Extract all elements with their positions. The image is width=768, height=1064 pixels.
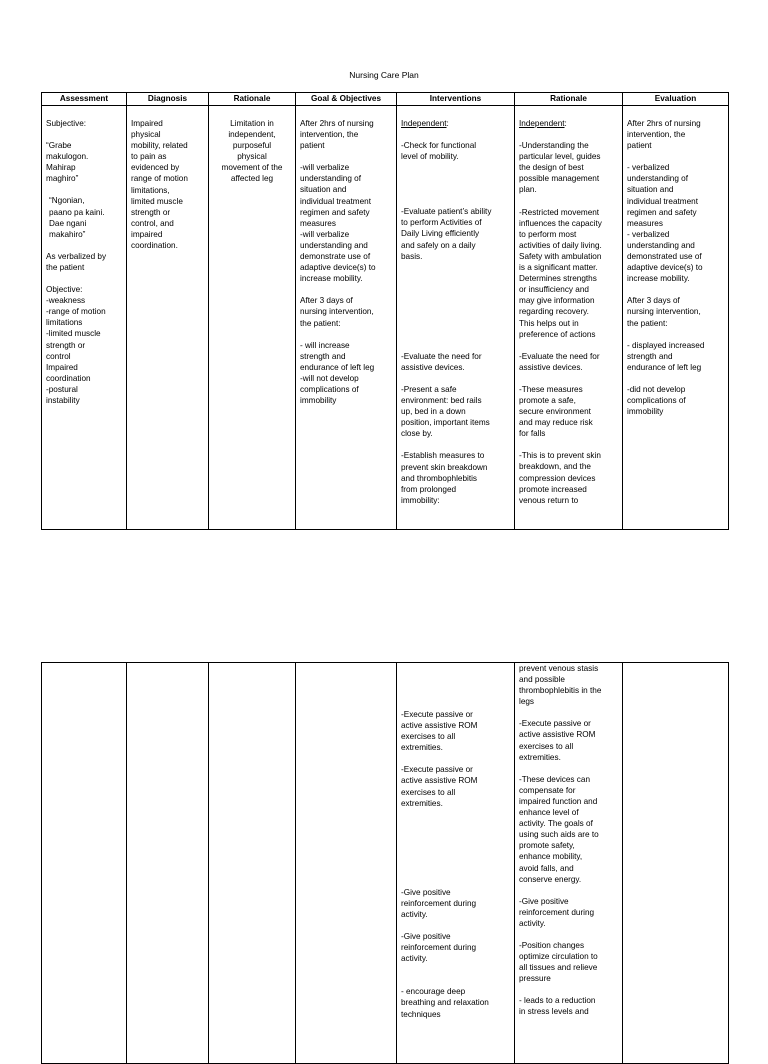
rationale-2-cell [515, 663, 623, 1064]
rationale-item: -Execute passive or active assistive ROM exercises to all extremities. [519, 719, 596, 762]
interventions-cell [397, 663, 515, 1064]
header-interventions: Interventions [397, 93, 515, 106]
header-diagnosis: Diagnosis [127, 93, 209, 106]
independent-heading: Independent [519, 119, 565, 128]
table-row [42, 106, 729, 530]
patient-quote-1: “Grabe makulogon. Mahirap maghiro” [46, 141, 89, 184]
interventions-cell [397, 106, 515, 530]
page-title: Nursing Care Plan [349, 70, 419, 80]
diagnosis-cell [127, 663, 209, 1064]
rationale-item: -Restricted movement influences the capacity to perform most activities of daily living. Safety with ambulation is a significant matter. Determines strengths or insufficiency and may give information regarding recovery. This helps out in preference of actions [519, 207, 602, 339]
goals-cell [296, 106, 397, 530]
intervention-item: -Give positive reinforcement during activity. [401, 932, 477, 964]
rationale-2-cell [515, 106, 623, 530]
diagnosis-text: Impaired physical mobility, related to pain as evidenced by range of motion limitations, limited muscle strength or control, and impaired coordination. [131, 119, 188, 251]
header-goal-objectives: Goal & Objectives [296, 93, 397, 106]
rationale-item: -Give positive reinforcement during activity. [519, 896, 595, 928]
diagnosis-cell [127, 106, 209, 530]
intervention-item: -Present a safe environment: bed rails up, bed in a down position, important items close by. [401, 384, 490, 439]
intervention-item: -Establish measures to prevent skin breakdown and thrombophlebitis from prolonged immobility: [401, 451, 488, 505]
intervention-item: - encourage deep breathing and relaxation techniques [401, 987, 489, 1019]
rationale-item: - leads to a reduction in stress levels and [519, 996, 596, 1017]
evaluation-3days-result: - displayed increased strength and endurance of left leg [627, 340, 705, 372]
evaluation-cell [623, 663, 729, 1064]
assessment-cell [42, 663, 127, 1064]
rationale-item: -Position changes optimize circulation to all tissues and relieve pressure [519, 940, 598, 984]
rationale-item: -Understanding the particular level, guides the design of best possible management plan. [519, 141, 601, 195]
care-plan-table-page-2 [41, 662, 729, 1064]
goal-2hrs: After 2hrs of nursing intervention, the patient [300, 119, 374, 151]
independent-colon: : [446, 119, 449, 128]
rationale-item: -This is to prevent skin breakdown, and the compression devices promote increased venous return to [519, 451, 601, 505]
goal-3days-objectives: - will increase strength and endurance of left leg -will not develop complications of immobility [300, 340, 375, 406]
header-evaluation: Evaluation [623, 93, 729, 106]
intervention-item: -Give positive reinforcement during activity. [401, 887, 477, 919]
rationale-text: Limitation in independent, purposeful physical movement of the affected leg [221, 119, 283, 184]
evaluation-2hrs: After 2hrs of nursing intervention, the patient [627, 119, 701, 151]
assessment-cell [42, 106, 127, 530]
header-rationale: Rationale [209, 93, 296, 106]
header-assessment: Assessment [42, 93, 127, 106]
independent-colon: : [564, 119, 567, 128]
rationale-cell [209, 663, 296, 1064]
goals-cell [296, 663, 397, 1064]
care-plan-table-page-1 [41, 92, 729, 530]
patient-quote-2: “Ngonian, paano pa kaini. Dae ngani makahiro” [49, 196, 105, 239]
subjective-label: Subjective: [46, 119, 87, 128]
header-rationale-2: Rationale [515, 93, 623, 106]
intervention-item: -Evaluate the need for assistive devices. [401, 351, 482, 372]
rationale-item: -These devices can compensate for impaired function and enhance level of activity. The goals of using such aids are to promote safety, enhance mobility, avoid falls, and conserve energy. [519, 774, 599, 884]
evaluation-2hrs-results: - verbalized understanding of situation and individual treatment regimen and safety measures - verbalized understanding and demonstrated use of adaptive device(s) to increase mobility. [627, 163, 703, 284]
goal-2hrs-objectives: -will verbalize understanding of situation and individual treatment regimen and safety measures -will verbalize understanding and demonstrate use of adaptive device(s) to increase mobility. [300, 163, 376, 284]
intervention-item: -Execute passive or active assistive ROM exercises to all extremities. [401, 765, 478, 808]
intervention-item: -Evaluate patient’s ability to perform Activities of Daily Living efficiently and safely on a daily basis. [401, 207, 492, 261]
rationale-item: -These measures promote a safe, secure environment and may reduce risk for falls [519, 384, 593, 439]
table-row [42, 663, 729, 1064]
goal-3days: After 3 days of nursing intervention, the patient: [300, 296, 374, 328]
rationale-item: prevent venous stasis and possible thrombophlebitis in the legs [519, 664, 602, 707]
rationale-cell [209, 106, 296, 530]
evaluation-3days: After 3 days of nursing intervention, the patient: [627, 296, 701, 328]
verbalized-note: As verbalized by the patient [46, 251, 107, 272]
evaluation-3days-result: -did not develop complications of immobility [627, 384, 686, 417]
rationale-item: -Evaluate the need for assistive devices. [519, 351, 600, 372]
objective-findings: Objective: -weakness -range of motion limitations -limited muscle strength or control Impaired coordination -postural instability [46, 285, 106, 405]
header-row [42, 93, 729, 106]
independent-heading: Independent [401, 119, 447, 128]
intervention-item: -Check for functional level of mobility. [401, 141, 477, 162]
evaluation-cell [623, 106, 729, 530]
intervention-item: -Execute passive or active assistive ROM exercises to all extremities. [401, 710, 478, 753]
